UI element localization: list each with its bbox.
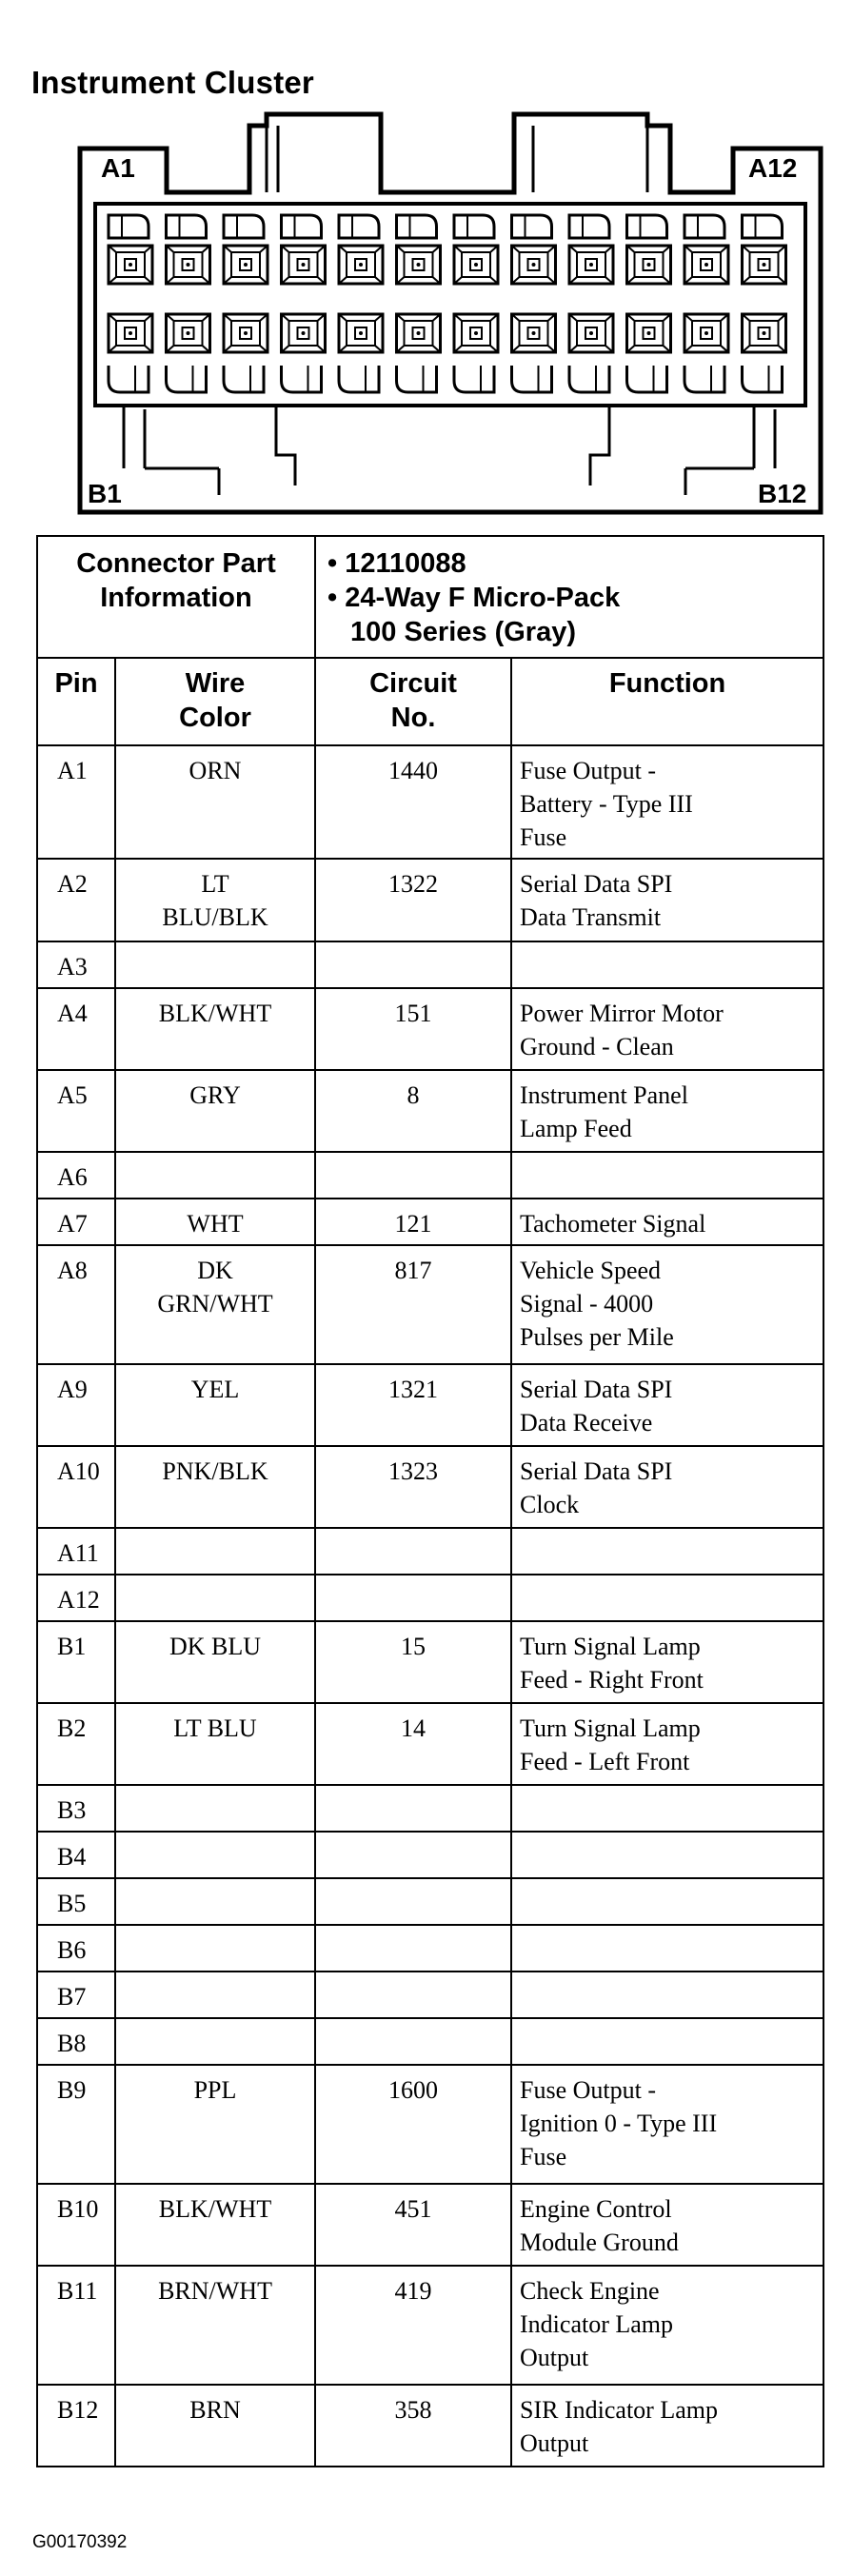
wire-color-line: GRN/WHT (157, 1290, 273, 1318)
function-cell (511, 1878, 823, 1925)
cavity-icon (743, 366, 783, 392)
function-line: Serial Data SPI (520, 870, 673, 898)
circuit-cell: 15 (315, 1621, 511, 1703)
wire-color-cell (115, 1528, 315, 1575)
function-cell (511, 1621, 823, 1703)
cavity-icon (282, 215, 322, 238)
wire-color-cell (115, 1972, 315, 2018)
cavity-icon (743, 215, 783, 238)
pinout-table (36, 535, 824, 2467)
table-row (37, 2018, 823, 2065)
table-row (37, 2266, 823, 2385)
function-cell (511, 1364, 823, 1446)
pin-cell: A1 (37, 745, 115, 859)
wire-color-line: BLK/WHT (158, 2195, 272, 2223)
circuit-cell: 8 (315, 1070, 511, 1152)
function-line: Tachometer Signal (520, 1210, 706, 1238)
wire-color-cell (115, 2018, 315, 2065)
pin-cell: B4 (37, 1832, 115, 1878)
function-cell (511, 1703, 823, 1785)
cavity-row-bottom (109, 366, 783, 392)
wire-color-cell (115, 2266, 315, 2385)
circuit-cell: 1323 (315, 1446, 511, 1528)
wire-color-line: PPL (193, 2076, 237, 2104)
wire-color-line: BRN/WHT (158, 2277, 272, 2305)
header-circuit-no: Circuit No. (315, 658, 511, 745)
label-b12: B12 (758, 479, 807, 508)
table-row (37, 1199, 823, 1245)
connector-info-values (315, 536, 823, 658)
part-number: • 12110088 (327, 548, 466, 579)
function-line: Ground - Clean (520, 1033, 674, 1060)
circuit-cell: 817 (315, 1245, 511, 1364)
table-row (37, 1785, 823, 1832)
wire-color-line: YEL (190, 1376, 240, 1403)
function-cell (511, 1925, 823, 1972)
header-function: Function (511, 658, 823, 745)
function-line: Instrument Panel (520, 1081, 688, 1109)
circuit-cell (315, 1925, 511, 1972)
wire-color-cell (115, 941, 315, 988)
cavity-icon (512, 215, 552, 238)
function-line: Check Engine (520, 2277, 660, 2305)
circuit-cell (315, 2018, 511, 2065)
header-wire-color: Wire Color (115, 658, 315, 745)
function-cell (511, 1832, 823, 1878)
wire-color-cell (115, 1703, 315, 1785)
pin-cell: B6 (37, 1925, 115, 1972)
circuit-cell: 1600 (315, 2065, 511, 2184)
wire-color-line: DK BLU (169, 1633, 262, 1660)
function-cell (511, 1199, 823, 1245)
pin-cell: B8 (37, 2018, 115, 2065)
cavity-icon (167, 366, 207, 392)
cavity-icon (512, 366, 552, 392)
function-line: Serial Data SPI (520, 1457, 673, 1485)
cavity-icon (282, 366, 322, 392)
function-line: Engine Control (520, 2195, 672, 2223)
connector-info-label-line: Information (100, 583, 252, 613)
function-line: Fuse (520, 823, 567, 851)
function-cell (511, 1070, 823, 1152)
table-row (37, 1878, 823, 1925)
function-line: Fuse Output - (520, 757, 657, 784)
cavity-icon (627, 366, 667, 392)
pin-cell: B7 (37, 1972, 115, 2018)
wire-color-line: GRY (189, 1081, 241, 1109)
function-line: Turn Signal Lamp (520, 1714, 701, 1742)
pin-cell: A6 (37, 1152, 115, 1199)
circuit-cell (315, 1152, 511, 1199)
terminal-row-b (109, 314, 786, 352)
circuit-cell: 358 (315, 2385, 511, 2467)
function-cell (511, 1575, 823, 1621)
function-line: Signal - 4000 (520, 1290, 654, 1318)
pin-cell: B12 (37, 2385, 115, 2467)
wire-color-line: BLK/WHT (158, 1000, 272, 1027)
function-cell (511, 745, 823, 859)
wire-color-line: DK (197, 1257, 233, 1284)
circuit-cell (315, 1832, 511, 1878)
wire-color-cell (115, 1245, 315, 1364)
page-title: Instrument Cluster (31, 65, 314, 100)
connector-info-row (37, 536, 823, 658)
function-line: Indicator Lamp (520, 2310, 674, 2338)
function-cell (511, 2018, 823, 2065)
wire-color-line: WHT (187, 1210, 244, 1238)
table-row (37, 941, 823, 988)
cavity-icon (454, 215, 494, 238)
table-row (37, 2184, 823, 2266)
circuit-cell: 14 (315, 1703, 511, 1785)
wire-color-cell (115, 1785, 315, 1832)
function-cell (511, 2065, 823, 2184)
table-row (37, 1152, 823, 1199)
connector-info-label-line: Connector Part (76, 548, 276, 579)
circuit-cell (315, 1972, 511, 2018)
wire-color-line: PNK/BLK (162, 1457, 268, 1485)
label-b1: B1 (88, 479, 122, 508)
pin-cell: A7 (37, 1199, 115, 1245)
wire-color-line: LT (201, 870, 229, 898)
wire-color-cell (115, 1925, 315, 1972)
wire-color-cell (115, 1152, 315, 1199)
wire-color-cell (115, 2184, 315, 2266)
table-row (37, 1245, 823, 1364)
cavity-icon (224, 366, 264, 392)
pin-cell: A3 (37, 941, 115, 988)
function-line: Ignition 0 - Type III (520, 2110, 718, 2137)
table-row (37, 2385, 823, 2467)
circuit-cell: 419 (315, 2266, 511, 2385)
cavity-icon (397, 366, 437, 392)
wire-color-cell (115, 988, 315, 1070)
cavity-icon (109, 215, 149, 238)
wire-color-cell (115, 1832, 315, 1878)
pin-cell: A5 (37, 1070, 115, 1152)
wire-color-cell (115, 1199, 315, 1245)
circuit-cell: 1321 (315, 1364, 511, 1446)
circuit-cell: 1440 (315, 745, 511, 859)
pin-cell: A8 (37, 1245, 115, 1364)
wire-color-cell (115, 2385, 315, 2467)
circuit-cell: 451 (315, 2184, 511, 2266)
function-cell (511, 1245, 823, 1364)
wire-color-cell (115, 1364, 315, 1446)
cavity-icon (397, 215, 437, 238)
cavity-icon (684, 366, 724, 392)
wire-color-cell (115, 1446, 315, 1528)
cavity-icon (627, 215, 667, 238)
function-cell (511, 2184, 823, 2266)
function-line: Power Mirror Motor (520, 1000, 724, 1027)
wire-color-line: ORN (188, 757, 242, 784)
function-cell (511, 859, 823, 941)
circuit-cell (315, 1528, 511, 1575)
function-cell (511, 1528, 823, 1575)
circuit-cell (315, 1785, 511, 1832)
cavity-icon (454, 366, 494, 392)
pin-cell: B2 (37, 1703, 115, 1785)
function-cell (511, 1972, 823, 2018)
wire-color-cell (115, 2065, 315, 2184)
pin-cell: B3 (37, 1785, 115, 1832)
pin-cell: A12 (37, 1575, 115, 1621)
circuit-cell: 121 (315, 1199, 511, 1245)
table-row (37, 988, 823, 1070)
function-line: Output (520, 2429, 589, 2457)
function-line: Vehicle Speed (520, 1257, 662, 1284)
wire-color-cell (115, 1070, 315, 1152)
circuit-cell: 151 (315, 988, 511, 1070)
table-row (37, 1575, 823, 1621)
wire-color-line: BLU/BLK (162, 903, 268, 931)
table-row (37, 1446, 823, 1528)
connector-info-label (37, 536, 315, 658)
pin-cell: A11 (37, 1528, 115, 1575)
function-line: Output (520, 2344, 589, 2371)
table-row (37, 1528, 823, 1575)
wire-color-cell (115, 859, 315, 941)
cavity-icon (569, 366, 609, 392)
function-cell (511, 1152, 823, 1199)
cavity-row-top (109, 215, 783, 238)
wire-color-cell (115, 745, 315, 859)
pin-cell: B1 (37, 1621, 115, 1703)
function-line: Data Transmit (520, 903, 662, 931)
pin-cell: A4 (37, 988, 115, 1070)
circuit-cell (315, 1878, 511, 1925)
function-line: Feed - Left Front (520, 1748, 690, 1775)
terminal-row-a (109, 246, 786, 284)
table-row (37, 745, 823, 859)
pin-cell: A10 (37, 1446, 115, 1528)
label-a1: A1 (101, 153, 135, 183)
table-row (37, 1972, 823, 2018)
function-line: Turn Signal Lamp (520, 1633, 701, 1660)
table-row (37, 1621, 823, 1703)
cavity-icon (109, 366, 149, 392)
figure-id: G00170392 (32, 2532, 128, 2552)
pin-cell: B10 (37, 2184, 115, 2266)
header-pin: Pin (37, 658, 115, 745)
function-line: Fuse Output - (520, 2076, 657, 2104)
pin-cell: A9 (37, 1364, 115, 1446)
cavity-icon (167, 215, 207, 238)
table-row (37, 1070, 823, 1152)
cavity-icon (224, 215, 264, 238)
function-line: Pulses per Mile (520, 1323, 674, 1351)
pin-cell: A2 (37, 859, 115, 941)
table-row (37, 1832, 823, 1878)
cavity-icon (339, 215, 379, 238)
wire-color-cell (115, 1878, 315, 1925)
connector-type: • 24-Way F Micro-Pack 100 Series (Gray) (327, 583, 621, 647)
table-row (37, 1925, 823, 1972)
table-row (37, 1703, 823, 1785)
label-a12: A12 (748, 153, 798, 183)
cavity-icon (339, 366, 379, 392)
function-line: Data Receive (520, 1409, 653, 1437)
function-line: Battery - Type III (520, 790, 693, 818)
wire-color-cell (115, 1621, 315, 1703)
wire-color-cell (115, 1575, 315, 1621)
table-row (37, 2065, 823, 2184)
function-cell (511, 988, 823, 1070)
table-row (37, 859, 823, 941)
function-cell (511, 1785, 823, 1832)
function-line: Fuse (520, 2143, 567, 2170)
function-line: Feed - Right Front (520, 1666, 704, 1694)
circuit-cell (315, 941, 511, 988)
function-line: SIR Indicator Lamp (520, 2396, 718, 2424)
wire-color-line: LT BLU (173, 1714, 257, 1742)
function-cell (511, 1446, 823, 1528)
connector-face-diagram (76, 105, 828, 524)
pin-cell: B9 (37, 2065, 115, 2184)
function-line: Module Ground (520, 2229, 679, 2256)
wire-color-line: BRN (189, 2396, 241, 2424)
circuit-cell (315, 1575, 511, 1621)
header-row (37, 658, 823, 745)
function-cell (511, 2385, 823, 2467)
function-line: Clock (520, 1491, 580, 1518)
function-cell (511, 941, 823, 988)
cavity-icon (684, 215, 724, 238)
pin-cell: B11 (37, 2266, 115, 2385)
table-row (37, 1364, 823, 1446)
pin-cell: B5 (37, 1878, 115, 1925)
function-cell (511, 2266, 823, 2385)
function-line: Lamp Feed (520, 1115, 632, 1142)
circuit-cell: 1322 (315, 859, 511, 941)
function-line: Serial Data SPI (520, 1376, 673, 1403)
cavity-icon (569, 215, 609, 238)
